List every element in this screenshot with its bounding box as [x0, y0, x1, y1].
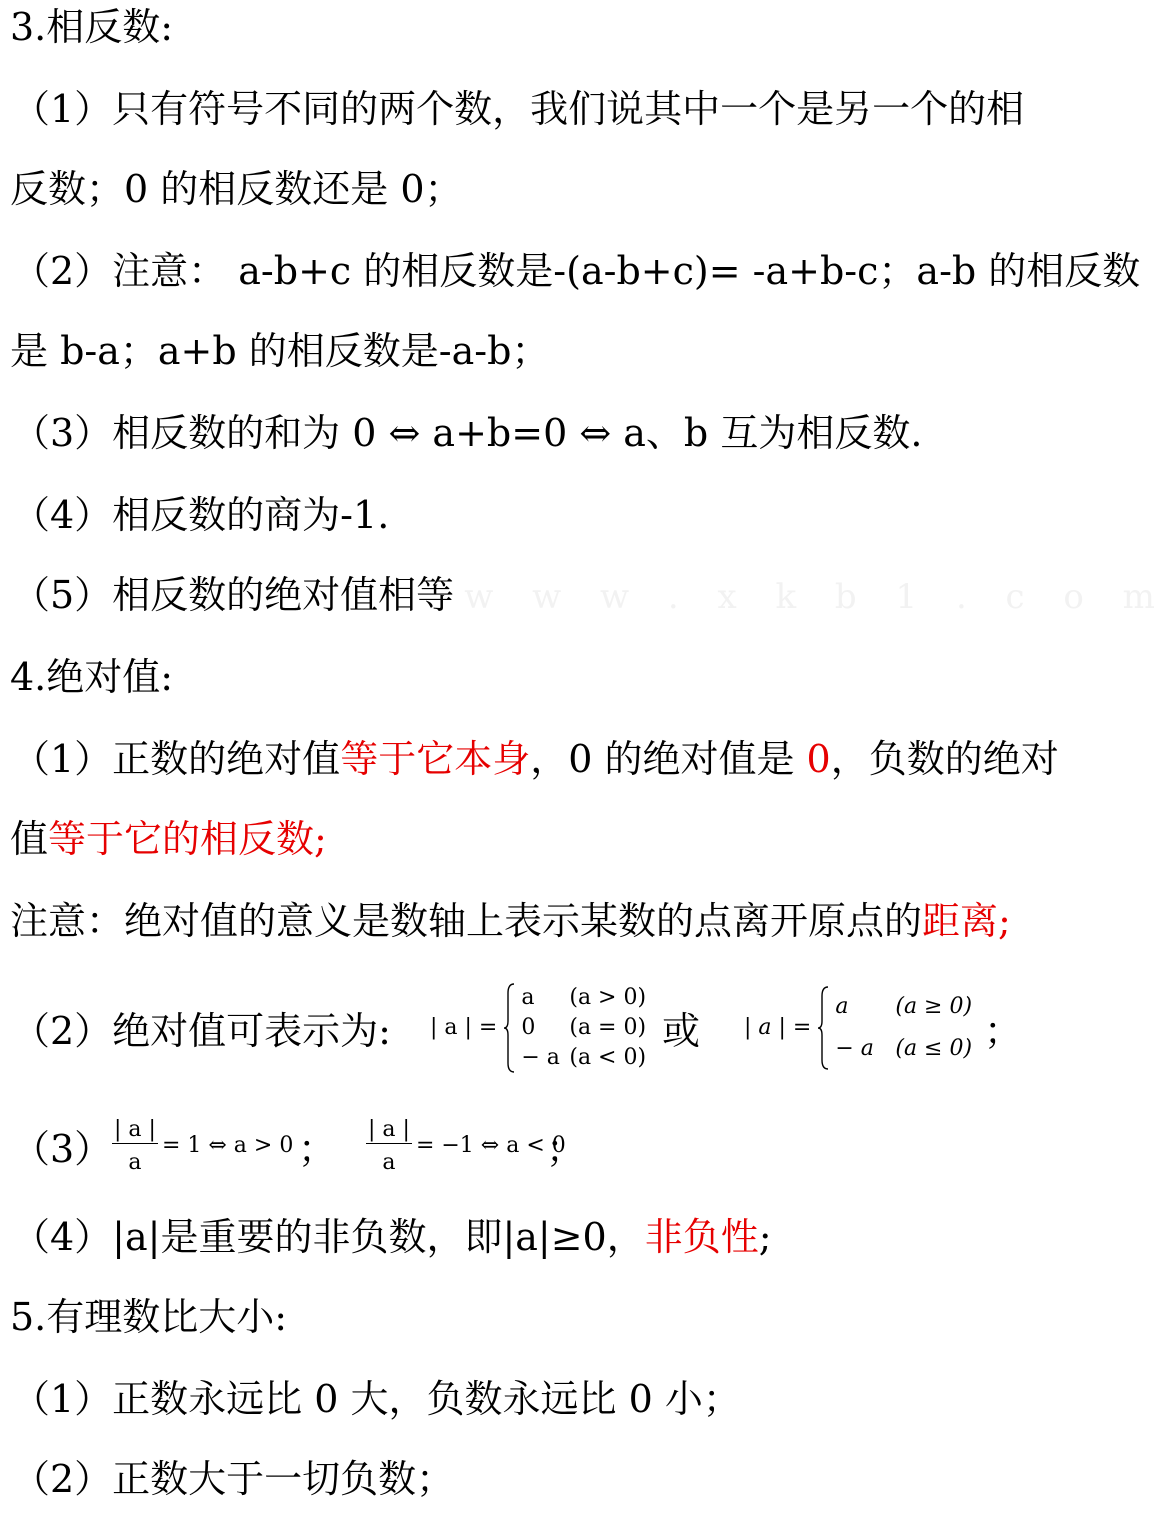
formula-2-end: ； [984, 1009, 1023, 1053]
s4-note-text: 注意：绝对值的意义是数轴上表示某数的点离开原点的 [10, 899, 923, 943]
section-5-title: 5.有理数比大小: [10, 1295, 288, 1339]
s4-item-4-red: 非负性 [644, 1215, 759, 1259]
s4-note [10, 899, 1011, 943]
s3-item-2-line-2: 是 b-a；a+b 的相反数是-a-b； [10, 329, 550, 373]
s4-item-4-text: （4）|a|是重要的非负数，即|a|≥0， [12, 1215, 645, 1259]
fraction-denominator: a [128, 1149, 142, 1175]
abs-a-over-a-fraction [112, 1117, 158, 1175]
or-text: 或 [662, 1009, 701, 1053]
case-row: a (a ≥ 0) [835, 994, 973, 1019]
case-row: 0 (a = 0) [521, 1015, 647, 1040]
watermark: w w w . x k b 1 . c o m [464, 577, 1169, 617]
abs-formula-2-cases [817, 986, 972, 1070]
s4-item-1-pre: （1）正数的绝对值 [12, 737, 341, 781]
case-row: − a (a < 0) [521, 1045, 647, 1070]
s4-item-1-red-2: 0 [806, 737, 831, 781]
s4-item-4-end: ; [758, 1215, 772, 1259]
s4-item-1-post: ，负数的绝对 [830, 737, 1059, 781]
s3-item-3: （3）相反数的和为 0 ⇔ a+b=0 ⇔ a、b 互为相反数. [12, 411, 923, 455]
s3-item-1-line-1: （1）只有符号不同的两个数，我们说其中一个是另一个的相 [12, 87, 1025, 131]
s4-item-2-label: （2）绝对值可表示为: [12, 1009, 391, 1053]
fraction-numerator: | a | [368, 1117, 410, 1143]
case-row: − a (a ≤ 0) [835, 1036, 973, 1061]
relation-rhs: = −1 ⇔ a < 0 [415, 1133, 566, 1158]
fraction-relation-2 [366, 1110, 566, 1182]
s4-note-red: 距离; [922, 899, 1011, 943]
left-brace-icon [817, 986, 829, 1070]
fraction-relation-1 [112, 1110, 293, 1182]
s3-item-1-line-2: 反数；0 的相反数还是 0； [10, 167, 463, 211]
left-brace-icon [503, 983, 515, 1073]
s4-item-1-line-1 [12, 737, 1059, 781]
section-4-title: 4.绝对值: [10, 655, 174, 699]
case-row: a (a > 0) [521, 985, 647, 1010]
abs-formula-2-lhs: | a | = [744, 1015, 812, 1040]
abs-formula-1-lhs: | a | = [430, 1015, 498, 1040]
s4-item-1-line-2 [10, 817, 327, 861]
s3-item-5-text: （5）相反数的绝对值相等 [12, 573, 455, 617]
relation-separator: ； [298, 1127, 337, 1171]
relation-end: ； [546, 1127, 585, 1171]
abs-formula-1 [430, 980, 646, 1076]
abs-a-over-a-fraction [366, 1117, 412, 1175]
s4-item-1b-pre: 值 [10, 817, 49, 861]
section-3-title: 3.相反数: [10, 5, 174, 49]
s5-item-1: （1）正数永远比 0 大，负数永远比 0 小； [12, 1377, 741, 1421]
s4-item-1-mid: ，0 的绝对值是 [530, 737, 807, 781]
s4-item-1b-red: 等于它的相反数; [48, 817, 327, 861]
relation-rhs: = 1 ⇔ a > 0 [161, 1133, 294, 1158]
s4-item-3-label: （3） [12, 1127, 113, 1171]
s3-item-5 [12, 573, 1169, 617]
abs-formula-1-cases [503, 983, 646, 1073]
s4-item-4 [12, 1215, 772, 1259]
s5-item-2: （2）正数大于一切负数； [12, 1457, 455, 1501]
abs-formula-2 [744, 984, 972, 1072]
s3-item-2-line-1: （2）注意： a-b+c 的相反数是-(a-b+c)= -a+b-c；a-b 的相反数 [12, 249, 1141, 293]
s3-item-4: （4）相反数的商为-1. [12, 493, 390, 537]
fraction-denominator: a [382, 1149, 396, 1175]
fraction-numerator: | a | [114, 1117, 156, 1143]
s4-item-1-red-1: 等于它本身 [340, 737, 531, 781]
